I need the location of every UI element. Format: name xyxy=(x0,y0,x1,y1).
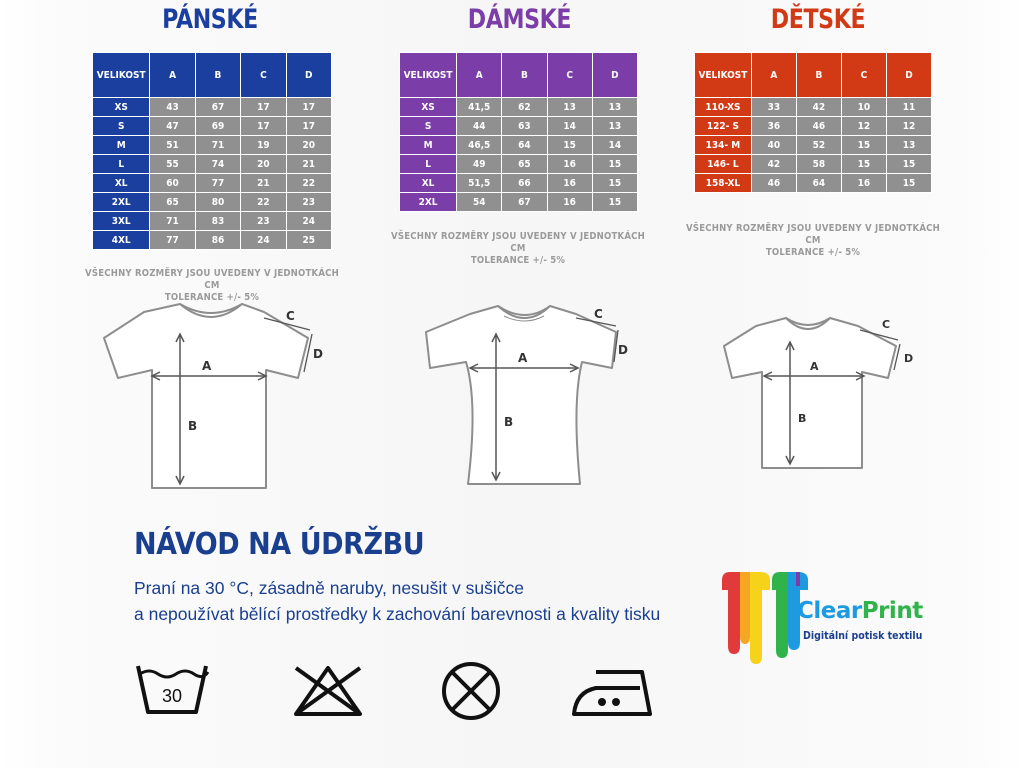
wash-temp: 30 xyxy=(161,686,183,706)
no-tumble-dry-icon xyxy=(440,660,502,722)
clearprint-wordmark xyxy=(797,598,923,624)
womens-note-tolerance: TOLERANCE +/- 5% xyxy=(470,255,566,266)
kids-size-table xyxy=(694,52,932,193)
mens-size-value: 60 xyxy=(150,174,195,193)
womens-size-row xyxy=(400,136,638,155)
womens-size-value: 16 xyxy=(547,174,592,193)
mens-size-value: 17 xyxy=(241,117,286,136)
mens-size-value: 24 xyxy=(241,231,286,250)
mens-size-value: 86 xyxy=(195,231,240,250)
kids-size-value: 16 xyxy=(841,174,886,193)
no-bleach-icon xyxy=(292,664,364,720)
mens-note xyxy=(82,268,342,304)
mens-size-label: 3XL xyxy=(93,212,150,231)
mens-size-value: 20 xyxy=(241,155,286,174)
kids-note-units: VŠECHNY ROZMĚRY JSOU UVEDENY V JEDNOTKÁCH CM xyxy=(686,223,940,246)
womens-size-value: 14 xyxy=(592,136,637,155)
mens-size-row xyxy=(93,98,332,117)
womens-header-cell: D xyxy=(592,53,637,98)
womens-note xyxy=(388,231,648,267)
womens-size-row xyxy=(400,193,638,212)
clearprint-tagline: Digitální potisk textilu xyxy=(803,630,923,642)
kids-note-tolerance: TOLERANCE +/- 5% xyxy=(765,247,861,258)
womens-size-value: 64 xyxy=(502,136,547,155)
mens-size-row xyxy=(93,117,332,136)
womens-header-cell: B xyxy=(502,53,547,98)
kids-title: DĚTSKÉ xyxy=(770,4,866,35)
womens-size-value: 13 xyxy=(547,98,592,117)
womens-size-value: 14 xyxy=(547,117,592,136)
mens-header-cell: C xyxy=(241,53,286,98)
womens-size-value: 46,5 xyxy=(457,136,502,155)
mens-size-label: 4XL xyxy=(93,231,150,250)
womens-size-value: 49 xyxy=(457,155,502,174)
mens-header-cell: B xyxy=(195,53,240,98)
mens-size-value: 83 xyxy=(195,212,240,231)
mens-label-a: A xyxy=(202,359,212,373)
care-text-line1: Praní na 30 °C, zásadně naruby, nesušit v sušičce xyxy=(134,578,524,598)
womens-size-label: M xyxy=(400,136,457,155)
kids-size-value: 46 xyxy=(751,174,796,193)
kids-header-cell: A xyxy=(751,53,796,98)
kids-shirt-diagram xyxy=(716,312,916,474)
mens-note-units: VŠECHNY ROZMĚRY JSOU UVEDENY V JEDNOTKÁCH CM xyxy=(85,268,339,291)
kids-size-value: 64 xyxy=(796,174,841,193)
womens-label-d: D xyxy=(618,343,628,357)
mens-size-row xyxy=(93,155,332,174)
kids-size-value: 15 xyxy=(886,174,931,193)
kids-header-row xyxy=(695,53,932,98)
mens-title: PÁNSKÉ xyxy=(162,4,258,35)
mens-size-value: 22 xyxy=(241,193,286,212)
mens-label-b: B xyxy=(188,419,198,433)
kids-size-label: 122- S xyxy=(695,117,752,136)
mens-size-row xyxy=(93,174,332,193)
mens-size-value: 69 xyxy=(195,117,240,136)
mens-size-value: 71 xyxy=(195,136,240,155)
womens-size-label: S xyxy=(400,117,457,136)
kids-size-value: 15 xyxy=(886,155,931,174)
womens-size-value: 44 xyxy=(457,117,502,136)
wash-30-icon xyxy=(134,662,210,718)
womens-size-row xyxy=(400,117,638,136)
kids-header-cell: C xyxy=(841,53,886,98)
mens-size-value: 19 xyxy=(241,136,286,155)
womens-size-value: 15 xyxy=(592,174,637,193)
mens-size-value: 21 xyxy=(286,155,331,174)
kids-size-value: 13 xyxy=(886,136,931,155)
mens-size-value: 47 xyxy=(150,117,195,136)
mens-header-cell: D xyxy=(286,53,331,98)
womens-label-c: C xyxy=(594,307,603,321)
womens-size-row xyxy=(400,174,638,193)
kids-size-label: 134- M xyxy=(695,136,752,155)
kids-size-value: 36 xyxy=(751,117,796,136)
mens-size-table xyxy=(92,52,332,250)
wordmark-part2: Print xyxy=(861,598,923,624)
womens-size-value: 63 xyxy=(502,117,547,136)
mens-size-value: 77 xyxy=(150,231,195,250)
mens-size-value: 22 xyxy=(286,174,331,193)
womens-size-value: 13 xyxy=(592,98,637,117)
mens-size-value: 51 xyxy=(150,136,195,155)
mens-size-label: L xyxy=(93,155,150,174)
kids-size-row xyxy=(695,117,932,136)
kids-size-value: 52 xyxy=(796,136,841,155)
kids-size-row xyxy=(695,174,932,193)
mens-size-value: 71 xyxy=(150,212,195,231)
kids-size-row xyxy=(695,155,932,174)
womens-size-value: 15 xyxy=(592,193,637,212)
mens-size-value: 23 xyxy=(286,193,331,212)
kids-size-row xyxy=(695,136,932,155)
mens-header-cell: A xyxy=(150,53,195,98)
womens-size-value: 41,5 xyxy=(457,98,502,117)
kids-size-value: 58 xyxy=(796,155,841,174)
mens-size-row xyxy=(93,212,332,231)
mens-size-value: 43 xyxy=(150,98,195,117)
womens-size-value: 62 xyxy=(502,98,547,117)
womens-size-label: XL xyxy=(400,174,457,193)
womens-size-label: 2XL xyxy=(400,193,457,212)
kids-size-row xyxy=(695,98,932,117)
kids-size-label: 110-XS xyxy=(695,98,752,117)
mens-size-value: 20 xyxy=(286,136,331,155)
womens-title: DÁMSKÉ xyxy=(467,4,572,35)
womens-size-value: 15 xyxy=(592,155,637,174)
kids-size-value: 15 xyxy=(841,155,886,174)
womens-size-label: XS xyxy=(400,98,457,117)
womens-size-value: 15 xyxy=(547,136,592,155)
womens-shirt-diagram xyxy=(420,302,640,492)
womens-size-value: 16 xyxy=(547,155,592,174)
mens-size-value: 55 xyxy=(150,155,195,174)
mens-size-row xyxy=(93,136,332,155)
kids-size-value: 33 xyxy=(751,98,796,117)
womens-header-cell: C xyxy=(547,53,592,98)
mens-size-label: XS xyxy=(93,98,150,117)
womens-note-units: VŠECHNY ROZMĚRY JSOU UVEDENY V JEDNOTKÁCH CM xyxy=(391,231,645,254)
womens-size-value: 67 xyxy=(502,193,547,212)
mens-size-label: 2XL xyxy=(93,193,150,212)
mens-header-cell: VELIKOST xyxy=(93,53,150,98)
mens-size-value: 65 xyxy=(150,193,195,212)
kids-size-value: 15 xyxy=(841,136,886,155)
mens-size-value: 25 xyxy=(286,231,331,250)
womens-size-value: 54 xyxy=(457,193,502,212)
mens-header-row xyxy=(93,53,332,98)
mens-size-value: 67 xyxy=(195,98,240,117)
kids-label-a: A xyxy=(810,360,819,373)
womens-size-value: 16 xyxy=(547,193,592,212)
kids-label-c: C xyxy=(882,318,891,331)
mens-size-row xyxy=(93,231,332,250)
womens-size-table xyxy=(399,52,638,212)
womens-size-value: 51,5 xyxy=(457,174,502,193)
mens-size-value: 74 xyxy=(195,155,240,174)
mens-size-label: XL xyxy=(93,174,150,193)
mens-size-value: 23 xyxy=(241,212,286,231)
womens-header-cell: A xyxy=(457,53,502,98)
kids-note xyxy=(683,223,943,259)
womens-label-b: B xyxy=(504,415,514,429)
mens-size-label: M xyxy=(93,136,150,155)
mens-size-value: 17 xyxy=(286,98,331,117)
womens-size-value: 65 xyxy=(502,155,547,174)
kids-size-value: 46 xyxy=(796,117,841,136)
womens-size-label: L xyxy=(400,155,457,174)
kids-size-label: 146- L xyxy=(695,155,752,174)
kids-label-b: B xyxy=(798,412,807,425)
womens-size-value: 13 xyxy=(592,117,637,136)
mens-size-value: 21 xyxy=(241,174,286,193)
mens-size-value: 77 xyxy=(195,174,240,193)
mens-size-value: 17 xyxy=(286,117,331,136)
mens-size-value: 80 xyxy=(195,193,240,212)
mens-note-tolerance: TOLERANCE +/- 5% xyxy=(164,292,260,303)
mens-size-value: 17 xyxy=(241,98,286,117)
kids-label-d: D xyxy=(904,352,914,365)
womens-size-row xyxy=(400,155,638,174)
kids-size-value: 42 xyxy=(751,155,796,174)
kids-size-label: 158-XL xyxy=(695,174,752,193)
care-text-line2: a nepoužívat bělící prostředky k zachování barevnosti a kvality tisku xyxy=(134,604,661,624)
kids-size-value: 11 xyxy=(886,98,931,117)
kids-header-cell: VELIKOST xyxy=(695,53,752,98)
kids-header-cell: B xyxy=(796,53,841,98)
mens-size-label: S xyxy=(93,117,150,136)
wordmark-part1: Clear xyxy=(797,598,862,624)
kids-size-value: 10 xyxy=(841,98,886,117)
mens-size-row xyxy=(93,193,332,212)
kids-size-value: 40 xyxy=(751,136,796,155)
womens-label-a: A xyxy=(518,351,528,365)
kids-size-value: 12 xyxy=(886,117,931,136)
kids-size-value: 12 xyxy=(841,117,886,136)
kids-size-value: 42 xyxy=(796,98,841,117)
womens-header-cell: VELIKOST xyxy=(400,53,457,98)
mens-label-c: C xyxy=(286,309,295,323)
mens-shirt-diagram xyxy=(96,300,336,495)
womens-size-row xyxy=(400,98,638,117)
iron-medium-icon xyxy=(570,666,656,718)
kids-header-cell: D xyxy=(886,53,931,98)
mens-size-value: 24 xyxy=(286,212,331,231)
care-title: NÁVOD NA ÚDRŽBU xyxy=(134,527,425,562)
mens-label-d: D xyxy=(313,347,323,361)
womens-size-value: 66 xyxy=(502,174,547,193)
womens-header-row xyxy=(400,53,638,98)
